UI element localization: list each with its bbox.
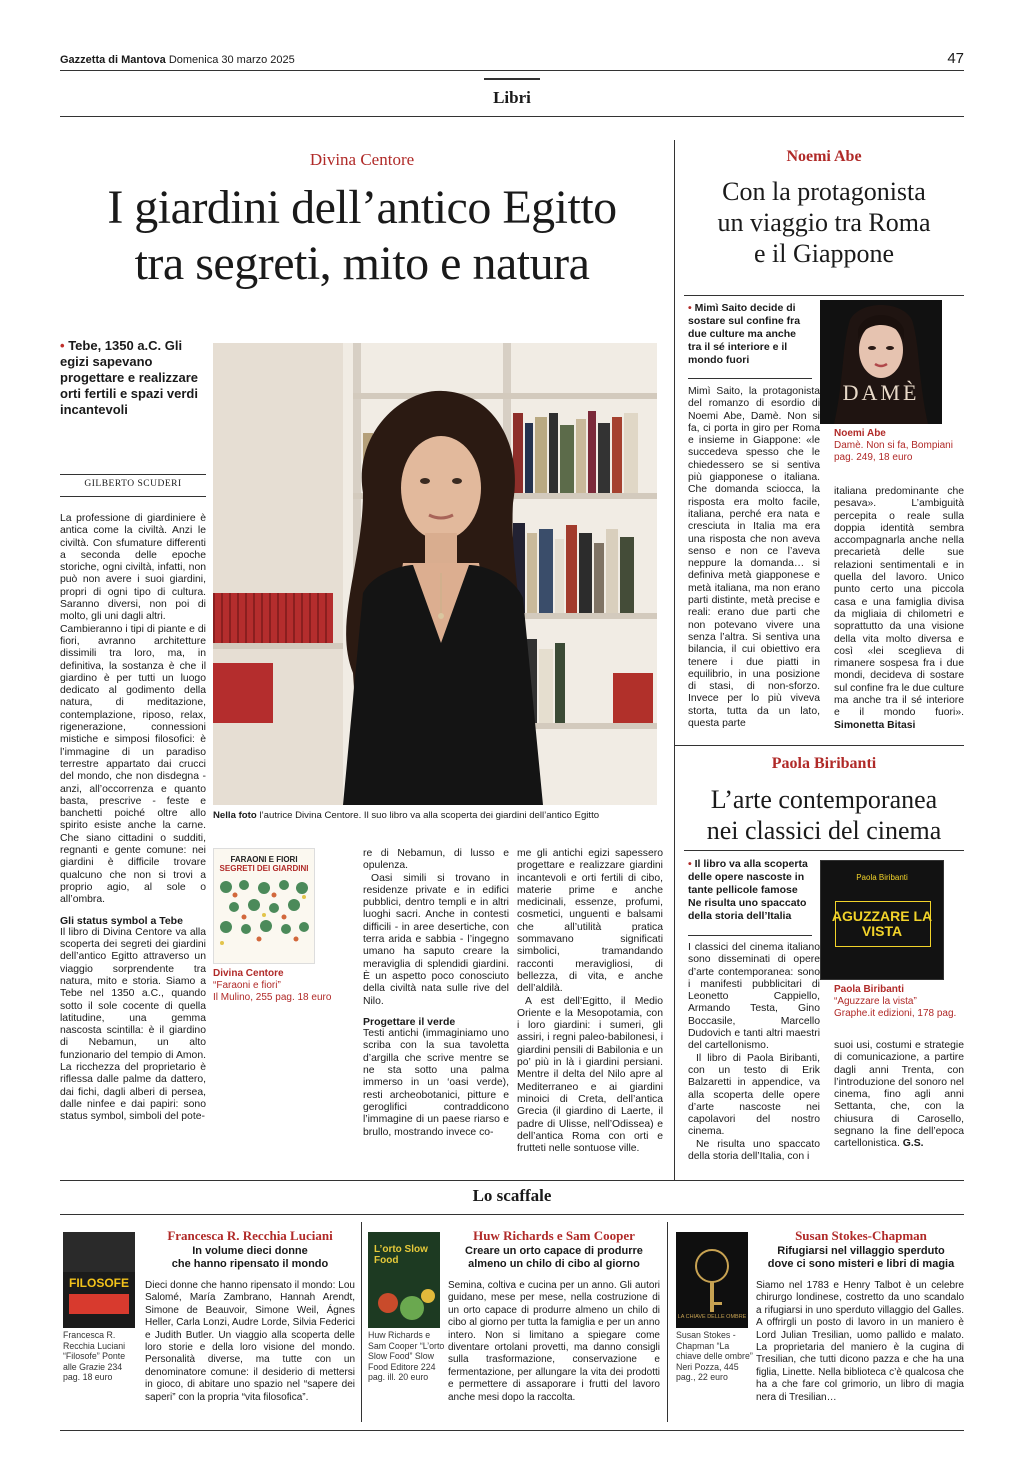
shelf-body-2: Semina, coltiva e cucina per un anno. Gli autori guidano, mese per mese, nella costruzione di un orto capace di produrre almeno un chilo di cibo al giorno per tutta la famiglia e per un anno intero. Non si limitano a spiegare come diventare ortolani provetti, ma danno consigli sulla trasformazione, conservazione e fermentazione, per allungare la vita dei prodotti e permettere di assaporare i frutti del lavoro anche mesi dopo la raccolta. bbox=[448, 1280, 660, 1403]
byline-rule bbox=[60, 474, 206, 475]
side1-author: Noemi Abe bbox=[786, 148, 862, 165]
photo-illustration bbox=[213, 343, 657, 805]
headline-line: Creare un orto capace di produrre bbox=[465, 1245, 643, 1257]
cover-title bbox=[214, 855, 314, 873]
shelf-bottom-rule bbox=[60, 1430, 964, 1431]
book-title: “Aguzzare la vista” bbox=[834, 996, 917, 1007]
book-info-faraoni bbox=[213, 968, 363, 1004]
headline-line: Rifugiarsi nel villaggio sperduto bbox=[777, 1245, 945, 1257]
headline-line: che hanno ripensato il mondo bbox=[171, 1258, 329, 1270]
paragraph: Cambieranno i tipi di piante e di fiori, avranno architetture dissimili tra loro, ma, in definitiva, la sostanza è che il giardino è per tutti un luogo dedicato al godimento della natura, di meditazione, contemplazione, riposo, relax, rigenerazione, connessioni mistiche e simposi filosofici: è l’immagine di un paradiso terrestre appartato dai crucci del mondo, che non disdegna - anzi, all’occorrenza e quanto basta, prescrive - feste e banchetti poiché oltre allo spirito esiste anche la carne. Che siano cittadini o sudditi, regnanti e gente comune: nei giardini è difficile trovare qualcuno che non si trovi a proprio agio, al sole o all’ombra. bbox=[60, 623, 206, 906]
cover-title: LA CHIAVE DELLE OMBRE bbox=[677, 1314, 747, 1320]
shelf-caption-1: Francesca R. Recchia Luciani “Filosofe” Ponte alle Grazie 234 pag. 18 euro bbox=[63, 1330, 126, 1383]
section-bar bbox=[484, 78, 540, 80]
book-cover-aguzzare bbox=[820, 860, 944, 980]
kicker-rule bbox=[688, 935, 812, 936]
main-headline bbox=[60, 180, 664, 292]
paragraph: me gli antichi egizi sapessero progettare e realizzare giardini incantevoli e orti fertili di cibo, materie prime e anche medicinali, essenze, profumi, cosmetici, unguenti e balsami che all’utilità pratica sommavano significati simbolici, tramandando racconti meravigliosi, di bellezza, di vita, e anche dell’aldilà. bbox=[517, 848, 663, 995]
byline-rule-bottom bbox=[60, 496, 206, 497]
byline: GILBERTO SCUDERI bbox=[84, 479, 182, 489]
paragraph: La professione di giardiniere è antica come la civiltà. Anzi le civiltà. Con sfumature differenti a seconda delle epoche storiche, ogni civiltà, infatti, non può non avere i suoi giardini, propri di ogni tipo di cultura. Saranno diversi, non poi di molto, gli uni dagli altri. bbox=[60, 513, 206, 623]
kicker-text: Tebe, 1350 a.C. Gli egizi sapevano progettare e realizzare orti fertili e spazi verdi incantevoli bbox=[60, 338, 199, 417]
shelf-caption-3: Susan Stokes -Chapman “La chiave delle ombre” Neri Pozza, 445 pag., 22 euro bbox=[676, 1330, 753, 1383]
book-details: pag. 249, 18 euro bbox=[834, 452, 913, 463]
main-kicker bbox=[60, 338, 206, 418]
kicker-text: Mimì Saito decide di sostare sul confine fra due culture ma anche tra il sé interiore e il mondo fuori bbox=[688, 302, 801, 366]
shelf-title-rule bbox=[60, 1214, 964, 1215]
main-column-3 bbox=[517, 848, 663, 1155]
cover-plants-illustration bbox=[214, 873, 314, 953]
paragraph: Ne risulta uno spaccato della storia dell’Italia, con i bbox=[688, 1138, 820, 1163]
side1-kicker bbox=[688, 302, 812, 367]
paragraph: Oasi simili si trovano in residenze private e in edifici pubblici, dentro templi e in altri luoghi sacri. Anche in contesti difficili - in aree desertiche, con terra arida e sabbia - l’ingegno umano ha saputo creare la meraviglia di splendidi giardini. È un aspetto poco conosciuto della civiltà nata sulle rive del Nilo. bbox=[363, 872, 509, 1007]
shelf-caption-2: Huw Richards e Sam Cooper “L’orto Slow Food” Slow Food Editore 224 pag. ill. 20 euro bbox=[368, 1330, 445, 1383]
side2-headline bbox=[684, 784, 964, 846]
cover-band bbox=[63, 1232, 135, 1272]
bullet-icon: • bbox=[688, 858, 692, 870]
cover-author: Paola Biribanti bbox=[856, 873, 908, 882]
shelf-headline-1 bbox=[145, 1245, 355, 1271]
bullet-icon: • bbox=[60, 338, 65, 353]
shelf-title: Lo scaffale bbox=[472, 1186, 552, 1205]
headline-line: dove ci sono misteri e libri di magia bbox=[767, 1258, 955, 1270]
book-details: Damè. Non si fa, Bompiani bbox=[834, 440, 953, 451]
shelf-author-2: Huw Richards e Sam Cooper bbox=[473, 1228, 635, 1243]
book-info-aguzzare bbox=[834, 984, 964, 1020]
shelf-headline-3 bbox=[756, 1245, 966, 1271]
paragraph: Mimì Saito, la protagonista del romanzo di esordio di Noemi Abe, Damè. Non si fa, ci porta in giro per Roma e insieme in Giappone: «le succedeva spesso che le chiedessero se si sentiva più giapponese o italiana. Che domanda sciocca, la risposta era molto facile, italiana, perché era nata e cresciuta in Italia ma era una risposta che non aveva senso e non ce l’aveva neppure la domanda… si definiva metà giapponese e metà italiana, ma non erano parti distinte, metà precise e reali: erano due parti che non potevano vivere una senza l’altra. Si sentiva una bilancia, il cui obiettivo era tenere i due piatti in equilibrio, in una posizione di stasi, di non-sforzo. Invece per lo più viveva storta, tutta da un lato, questa parte bbox=[688, 386, 820, 730]
book-cover-chiave bbox=[676, 1232, 748, 1328]
kicker-text: Il libro va alla scoperta delle opere nascoste in tante pellicole famose Ne risulta uno spaccato della storia dell’Italia bbox=[688, 858, 808, 922]
cover-decoration bbox=[69, 1294, 129, 1314]
author-photo bbox=[213, 343, 657, 805]
side2-kicker bbox=[688, 858, 812, 923]
subheading: Gli status symbol a Tebe bbox=[60, 914, 183, 927]
side1-headline bbox=[684, 176, 964, 269]
shelf-body-1: Dieci donne che hanno ripensato il mondo: Lou Salomé, María Zambrano, Hannah Arendt, Simone de Beauvoir, Simone Weil, Ágnes Heller, Carla Lonzi, Audre Lorde, Silvia Federici e Judith Butler. Un viaggio alla scoperta delle loro storie e della loro visione del mondo. Personalità diverse, ma tutte con un denominatore comune: il desiderio di mettersi in gioco, di abitare uno spazio nel “sapere dei saperi” con la propria “vita filosofica”. bbox=[145, 1280, 355, 1403]
cover-title: AGUZZARE LA VISTA bbox=[831, 908, 933, 939]
bullet-icon: • bbox=[688, 302, 692, 314]
side2-column-2 bbox=[834, 1040, 964, 1151]
cover-frame bbox=[835, 901, 931, 947]
section-title: Libri bbox=[493, 88, 531, 107]
book-details: Il Mulino, 255 pag. 18 euro bbox=[213, 992, 332, 1003]
cover-title: DAMÈ bbox=[842, 380, 920, 405]
shelf-body-3: Siamo nel 1783 e Henry Talbot è un celebre chirurgo londinese, costretto da uno scandalo a rifugiarsi in uno sperduto villaggio del Galles. A offrirgli un posto di lavoro in un maniero è Lord Julian Tresilian, uomo pallido e malato. La proprietaria del maniero è la cugina di Tresilian, che tutti dicono pazza e che ha una figlia, Linette. Nella biblioteca c’è qualcosa che ha a che fare col grimorio, un libro di magia nera di Tresilian… bbox=[756, 1280, 964, 1403]
paragraph: re di Nebamun, di lusso e opulenza. bbox=[363, 848, 509, 872]
book-author: Noemi Abe bbox=[834, 428, 886, 439]
paragraph: A est dell’Egitto, il Medio Oriente e la Mesopotamia, con i loro giardini: i sumeri, gli assiri, i regni paleo-babilonesi, i giardini pensili di Babilonia e un po’ più in là i giardini persiani. Mentre il delta del Nilo apre al Mediterraneo e ai giardini minoici di Creta, dell’antica Grecia (il giardino di Laerte, il padre di Ulisse, nell’Odissea) e dell’antica Roma con orti e frutteti nelle sontuose ville. bbox=[517, 995, 663, 1155]
issue-date: Domenica 30 marzo 2025 bbox=[168, 54, 295, 66]
photo-caption bbox=[213, 810, 663, 822]
book-cover-orto bbox=[368, 1232, 440, 1328]
book-author: Divina Centore bbox=[213, 968, 284, 979]
paragraph bbox=[834, 1040, 964, 1151]
book-cover-filosofe bbox=[63, 1232, 135, 1328]
paragraph: I classici del cinema italiano sono disseminati di opere d’arte contemporanea: sono i manifesti pubblicitari di Leonetto Cappiello, Armando Testa, Gino Boccasile, Marcello Dudovich e tanti altri maestri del cartellonismo. bbox=[688, 942, 820, 1052]
headline-line: almeno un chilo di cibo al giorno bbox=[468, 1258, 640, 1270]
book-details: Graphe.it edizioni, 178 pag. bbox=[834, 1008, 957, 1019]
kicker-rule bbox=[688, 378, 812, 379]
signature: Simonetta Bitasi bbox=[834, 719, 916, 731]
shelf-author-1: Francesca R. Recchia Luciani bbox=[167, 1228, 333, 1243]
paragraph: Il libro di Divina Centore va alla scoperta dei segreti dei giardini dell’antico Egitto attraverso un viaggio sorprendente tra natura, mito e storia. Siamo a Tebe nel 1350 a.C., quando sotto il sole cocente di quella latitudine, una gemma nascosta scintilla: è il giardino di Nebamun, un alto funzionario del tempio di Amon. La ricchezza del proprietario è riflessa dalle palme da dattero, dai fichi, dagli alberi di persea, dalle ninfee e dai papiri: sono status symbol, simboli del pote- bbox=[60, 926, 206, 1123]
section-rule bbox=[60, 116, 964, 117]
book-title: “Faraoni e fiori” bbox=[213, 980, 281, 991]
headline-line: In volume dieci donne bbox=[192, 1245, 308, 1257]
cover-title: FILOSOFE bbox=[69, 1276, 129, 1290]
headline-line-2: un viaggio tra Roma bbox=[717, 208, 931, 237]
book-cover-faraoni bbox=[213, 848, 315, 964]
newspaper-name: Gazzetta di Mantova bbox=[60, 54, 166, 66]
header-rule bbox=[60, 70, 964, 71]
side1-column-2 bbox=[834, 486, 964, 732]
side1-column-1 bbox=[688, 386, 820, 730]
caption-label: Nella foto bbox=[213, 810, 257, 821]
side2-author: Paola Biribanti bbox=[771, 755, 877, 772]
shelf-headline-2 bbox=[448, 1245, 660, 1271]
paragraph: Il libro di Paola Biribanti, con un testo di Erik Balzaretti in appendice, va alla scoperta delle opere d’arte nascoste nei capolavori del nostro cinema. bbox=[688, 1052, 820, 1138]
headline-line-2: nei classici del cinema bbox=[706, 816, 942, 845]
paragraph-text: italiana predominante che pesava». L’ambiguità percepita o reale sulla doppia identità sembra accompagnarla anche nella precarietà delle sue relazioni sentimentali e in quella del lavoro. Unico punto certo una piccola casa e una famiglia divisa da migliaia di chilometri e soprattutto da una visione della vita molto diversa e così «lei sceglieva di rimanere sospesa fra i due mondi, decideva di sostare sul confine fra le due culture ma anche tra il sé interiore e il mondo fuori». bbox=[834, 486, 964, 719]
headline-line-1: Con la protagonista bbox=[722, 177, 926, 206]
paragraph-text: suoi usi, costumi e strategie di comunicazione, a partire dagli anni Trenta, con l’introduzione del sonoro nel cinema, fino agli anni Settanta, che, con la chiusura di Carosello, segnano la fine dell’epoca cartellonistica. bbox=[834, 1040, 964, 1150]
headline-line-1: L’arte contemporanea bbox=[710, 785, 938, 814]
book-author: Paola Biribanti bbox=[834, 984, 905, 995]
side1-rule bbox=[684, 295, 964, 296]
column-separator bbox=[674, 140, 675, 1180]
paragraph bbox=[834, 486, 964, 732]
book-info-dame bbox=[834, 428, 964, 464]
cover-line: FARAONI E FIORI bbox=[230, 855, 298, 864]
main-author: Divina Centore bbox=[309, 150, 415, 169]
headline-line-2: tra segreti, mito e natura bbox=[134, 237, 590, 290]
side2-rule bbox=[684, 850, 964, 851]
headline-line-1: I giardini dell’antico Egitto bbox=[107, 181, 617, 234]
book-cover-dame bbox=[820, 300, 942, 424]
page-header-left bbox=[60, 54, 295, 66]
shelf-top-rule bbox=[60, 1180, 964, 1181]
page-number: 47 bbox=[947, 50, 964, 67]
side2-top-rule bbox=[674, 745, 964, 746]
shelf-separator-1 bbox=[361, 1222, 362, 1422]
cover-line: SEGRETI DEI GIARDINI bbox=[219, 864, 309, 873]
main-column-2 bbox=[363, 848, 509, 1139]
subheading: Progettare il verde bbox=[363, 1015, 456, 1028]
main-column-1 bbox=[60, 513, 206, 1124]
headline-line-3: e il Giappone bbox=[753, 239, 895, 268]
cover-title: L’orto Slow Food bbox=[374, 1244, 428, 1266]
paragraph: Testi antichi (immaginiamo uno scriba con la sua tavoletta d’argilla che scrive mentre se ne sta sotto una palma immerso in un ‘oasi verde), resti archeobotanici, pitture e geroglifici contraddicono l’immagine di un paese riarso e brullo, mostrando invece co- bbox=[363, 1028, 509, 1138]
shelf-author-3: Susan Stokes-Chapman bbox=[795, 1228, 927, 1243]
signature: G.S. bbox=[902, 1138, 924, 1150]
cover-vegetables-illustration bbox=[368, 1278, 440, 1328]
side2-column-1 bbox=[688, 942, 820, 1163]
caption-text: l’autrice Divina Centore. Il suo libro va alla scoperta dei giardini dell’antico Egitto bbox=[259, 810, 600, 821]
shelf-separator-2 bbox=[667, 1222, 668, 1422]
